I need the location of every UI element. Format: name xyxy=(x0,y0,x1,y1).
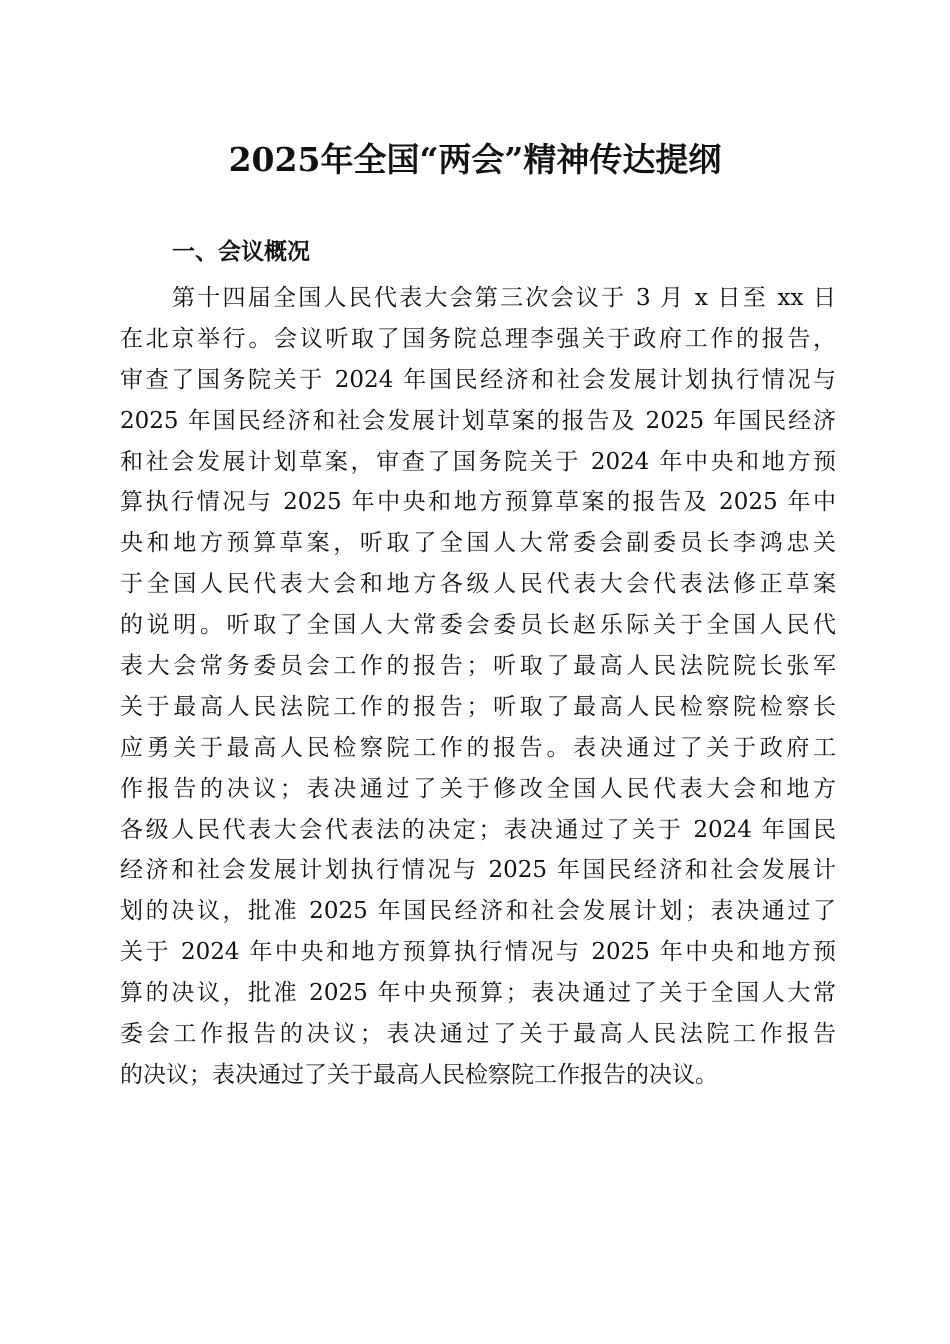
paragraph-line: 算执行情况与 2025 年中央和地方预算草案的报告及 2025 年中 xyxy=(120,489,836,516)
paragraph-line: 2025 年国民经济和社会发展计划草案的报告及 2025 年国民经济 xyxy=(120,407,836,434)
paragraph-line: 关于最高人民法院工作的报告；听取了最高人民检察院检察长 xyxy=(120,693,836,720)
paragraph-line: 作报告的决议；表决通过了关于修改全国人民代表大会和地方 xyxy=(120,775,836,802)
paragraph-line: 应勇关于最高人民检察院工作的报告。表决通过了关于政府工 xyxy=(120,734,836,761)
paragraph-line: 的决议；表决通过了关于最高人民检察院工作报告的决议。 xyxy=(120,1061,718,1088)
document-title: 2025年全国“两会”精神传达提纲 xyxy=(228,140,722,179)
paragraph-line: 和社会发展计划草案，审查了国务院关于 2024 年中央和地方预 xyxy=(120,448,836,475)
paragraph-line: 表大会常务委员会工作的报告；听取了最高人民法院院长张军 xyxy=(120,653,836,680)
paragraph-line: 经济和社会发展计划执行情况与 2025 年国民经济和社会发展计 xyxy=(120,857,836,884)
paragraph-line: 于全国人民代表大会和地方各级人民代表大会代表法修正草案 xyxy=(120,571,836,598)
paragraph-line: 算的决议，批准 2025 年中央预算；表决通过了关于全国人大常 xyxy=(120,980,836,1007)
paragraph-line: 各级人民代表大会代表法的决定；表决通过了关于 2024 年国民 xyxy=(120,816,836,843)
paragraph-line: 第十四届全国人民代表大会第三次会议于 3 月 x 日至 xx 日 xyxy=(172,285,836,311)
paragraph-line: 央和地方预算草案，听取了全国人大常委会副委员长李鸿忠关 xyxy=(120,530,836,557)
paragraph-line: 审查了国务院关于 2024 年国民经济和社会发展计划执行情况与 xyxy=(120,366,836,393)
paragraph-line: 划的决议，批准 2025 年国民经济和社会发展计划；表决通过了 xyxy=(120,898,836,925)
paragraph-line: 关于 2024 年中央和地方预算执行情况与 2025 年中央和地方预 xyxy=(120,939,836,966)
section-heading: 一、会议概况 xyxy=(172,238,310,265)
paragraph-line: 委会工作报告的决议；表决通过了关于最高人民法院工作报告 xyxy=(120,1021,836,1048)
paragraph-line: 在北京举行。会议听取了国务院总理李强关于政府工作的报告， xyxy=(120,325,836,352)
paragraph-line: 的说明。听取了全国人大常委会委员长赵乐际关于全国人民代 xyxy=(120,612,836,639)
body-paragraph xyxy=(120,278,836,1096)
